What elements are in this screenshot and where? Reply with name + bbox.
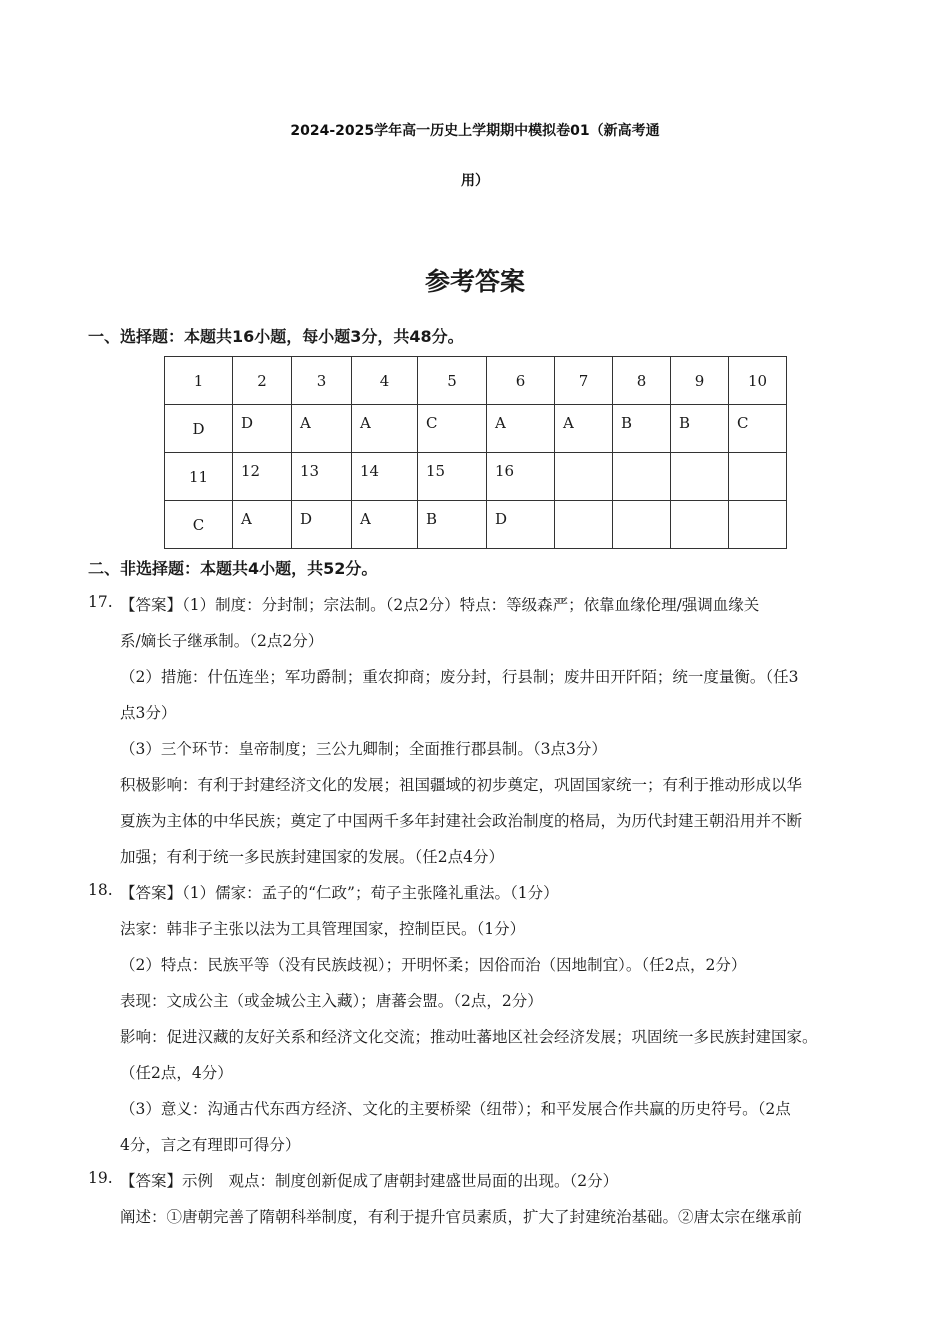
answer-cell: A <box>555 405 613 453</box>
question-18-line-3: （2）特点：民族平等（没有民族歧视）；开明怀柔；因俗而治（因地制宜）。（任2点，2分） <box>120 956 747 974</box>
question-19-number: 19. <box>88 1169 113 1187</box>
answer-cell: D <box>233 405 292 453</box>
question-17-line-3: （2）措施：什伍连坐；军功爵制；重农抑商；废分封，行县制；废井田开阡陌；统一度量衡。（任3 <box>120 668 799 686</box>
question-18-line-7: （3）意义：沟通古代东西方经济、文化的主要桥梁（纽带）；和平发展合作共赢的历史符号。（2点 <box>120 1100 791 1118</box>
question-17-number: 17. <box>88 593 113 611</box>
question-18-line-8: 4分，言之有理即可得分） <box>120 1136 301 1154</box>
question-17-line-6: 积极影响：有利于封建经济文化的发展；祖国疆域的初步奠定，巩固国家统一；有利于推动形成以华 <box>120 776 803 794</box>
answer-cell: 8 <box>613 357 671 405</box>
question-18-line-6: （任2点，4分） <box>120 1064 233 1082</box>
answer-cell: 15 <box>418 453 487 501</box>
answer-cell: 6 <box>487 357 555 405</box>
answer-cell: 1 <box>165 357 233 405</box>
answer-cell: 7 <box>555 357 613 405</box>
answer-cell: B <box>613 405 671 453</box>
answer-cell: 12 <box>233 453 292 501</box>
answer-cell <box>555 501 613 549</box>
question-19-line-1: 【答案】示例 观点：制度创新促成了唐朝封建盛世局面的出现。（2分） <box>120 1172 619 1190</box>
answer-cell: 9 <box>671 357 729 405</box>
question-18-line-2: 法家：韩非子主张以法为工具管理国家，控制臣民。（1分） <box>120 920 526 938</box>
question-17-line-4: 点3分） <box>120 704 177 722</box>
answer-cell: A <box>487 405 555 453</box>
answer-cell: B <box>418 501 487 549</box>
answer-cell: A <box>352 405 418 453</box>
answer-cell: A <box>292 405 352 453</box>
answer-cell: C <box>418 405 487 453</box>
answer-cell: 13 <box>292 453 352 501</box>
question-18-number: 18. <box>88 881 113 899</box>
answer-cell: C <box>165 501 233 549</box>
answer-cell <box>555 453 613 501</box>
question-18-line-4: 表现：文成公主（或金城公主入藏）；唐蕃会盟。（2点，2分） <box>120 992 543 1010</box>
question-17-line-5: （3）三个环节：皇帝制度；三公九卿制；全面推行郡县制。（3点3分） <box>120 740 607 758</box>
answer-cell <box>671 501 729 549</box>
answer-cell: C <box>729 405 787 453</box>
answer-cell: D <box>165 405 233 453</box>
page-subtitle: 参考答案 <box>424 267 525 296</box>
answer-cell <box>671 453 729 501</box>
answer-row-numbers-2 <box>165 453 787 501</box>
answer-cell: 14 <box>352 453 418 501</box>
answer-cell: A <box>233 501 292 549</box>
answer-cell: 3 <box>292 357 352 405</box>
question-17-line-7: 夏族为主体的中华民族；奠定了中国两千多年封建社会政治制度的格局，为历代封建王朝沿用并不断 <box>120 812 803 830</box>
section-2-heading: 二、非选择题：本题共4小题，共52分。 <box>88 559 378 578</box>
answer-cell: 11 <box>165 453 233 501</box>
answer-cell: B <box>671 405 729 453</box>
question-19-line-2: 阐述：①唐朝完善了隋朝科举制度，有利于提升官员素质，扩大了封建统治基础。②唐太宗在继承前 <box>120 1208 803 1226</box>
answer-cell <box>729 501 787 549</box>
answer-row-letters-1 <box>165 405 787 453</box>
answer-cell: 16 <box>487 453 555 501</box>
answer-cell: 10 <box>729 357 787 405</box>
page-title-line-1: 2024-2025学年高一历史上学期期中模拟卷01（新高考通 <box>290 123 660 139</box>
question-18-line-1: 【答案】（1）儒家：孟子的“仁政”；荀子主张隆礼重法。（1分） <box>120 884 559 902</box>
question-17-line-2: 系/嫡长子继承制。（2点2分） <box>120 632 324 650</box>
answer-cell: 5 <box>418 357 487 405</box>
answer-cell: D <box>292 501 352 549</box>
answer-cell: 2 <box>233 357 292 405</box>
answer-cell: 4 <box>352 357 418 405</box>
answer-cell <box>729 453 787 501</box>
page-title-line-2: 用） <box>461 173 489 189</box>
answer-cell: A <box>352 501 418 549</box>
answer-row-letters-2 <box>165 501 787 549</box>
answer-cell <box>613 501 671 549</box>
question-18-line-5: 影响：促进汉藏的友好关系和经济文化交流；推动吐蕃地区社会经济发展；巩固统一多民族封建国家。 <box>120 1028 818 1046</box>
question-17-line-8: 加强；有利于统一多民族封建国家的发展。（任2点4分） <box>120 848 504 866</box>
answer-table <box>164 356 787 549</box>
answer-cell: D <box>487 501 555 549</box>
question-17-line-1: 【答案】（1）制度：分封制；宗法制。（2点2分）特点：等级森严；依靠血缘伦理/强调血缘关 <box>120 596 760 614</box>
answer-row-numbers-1 <box>165 357 787 405</box>
section-1-heading: 一、选择题：本题共16小题，每小题3分，共48分。 <box>88 327 464 346</box>
answer-cell <box>613 453 671 501</box>
